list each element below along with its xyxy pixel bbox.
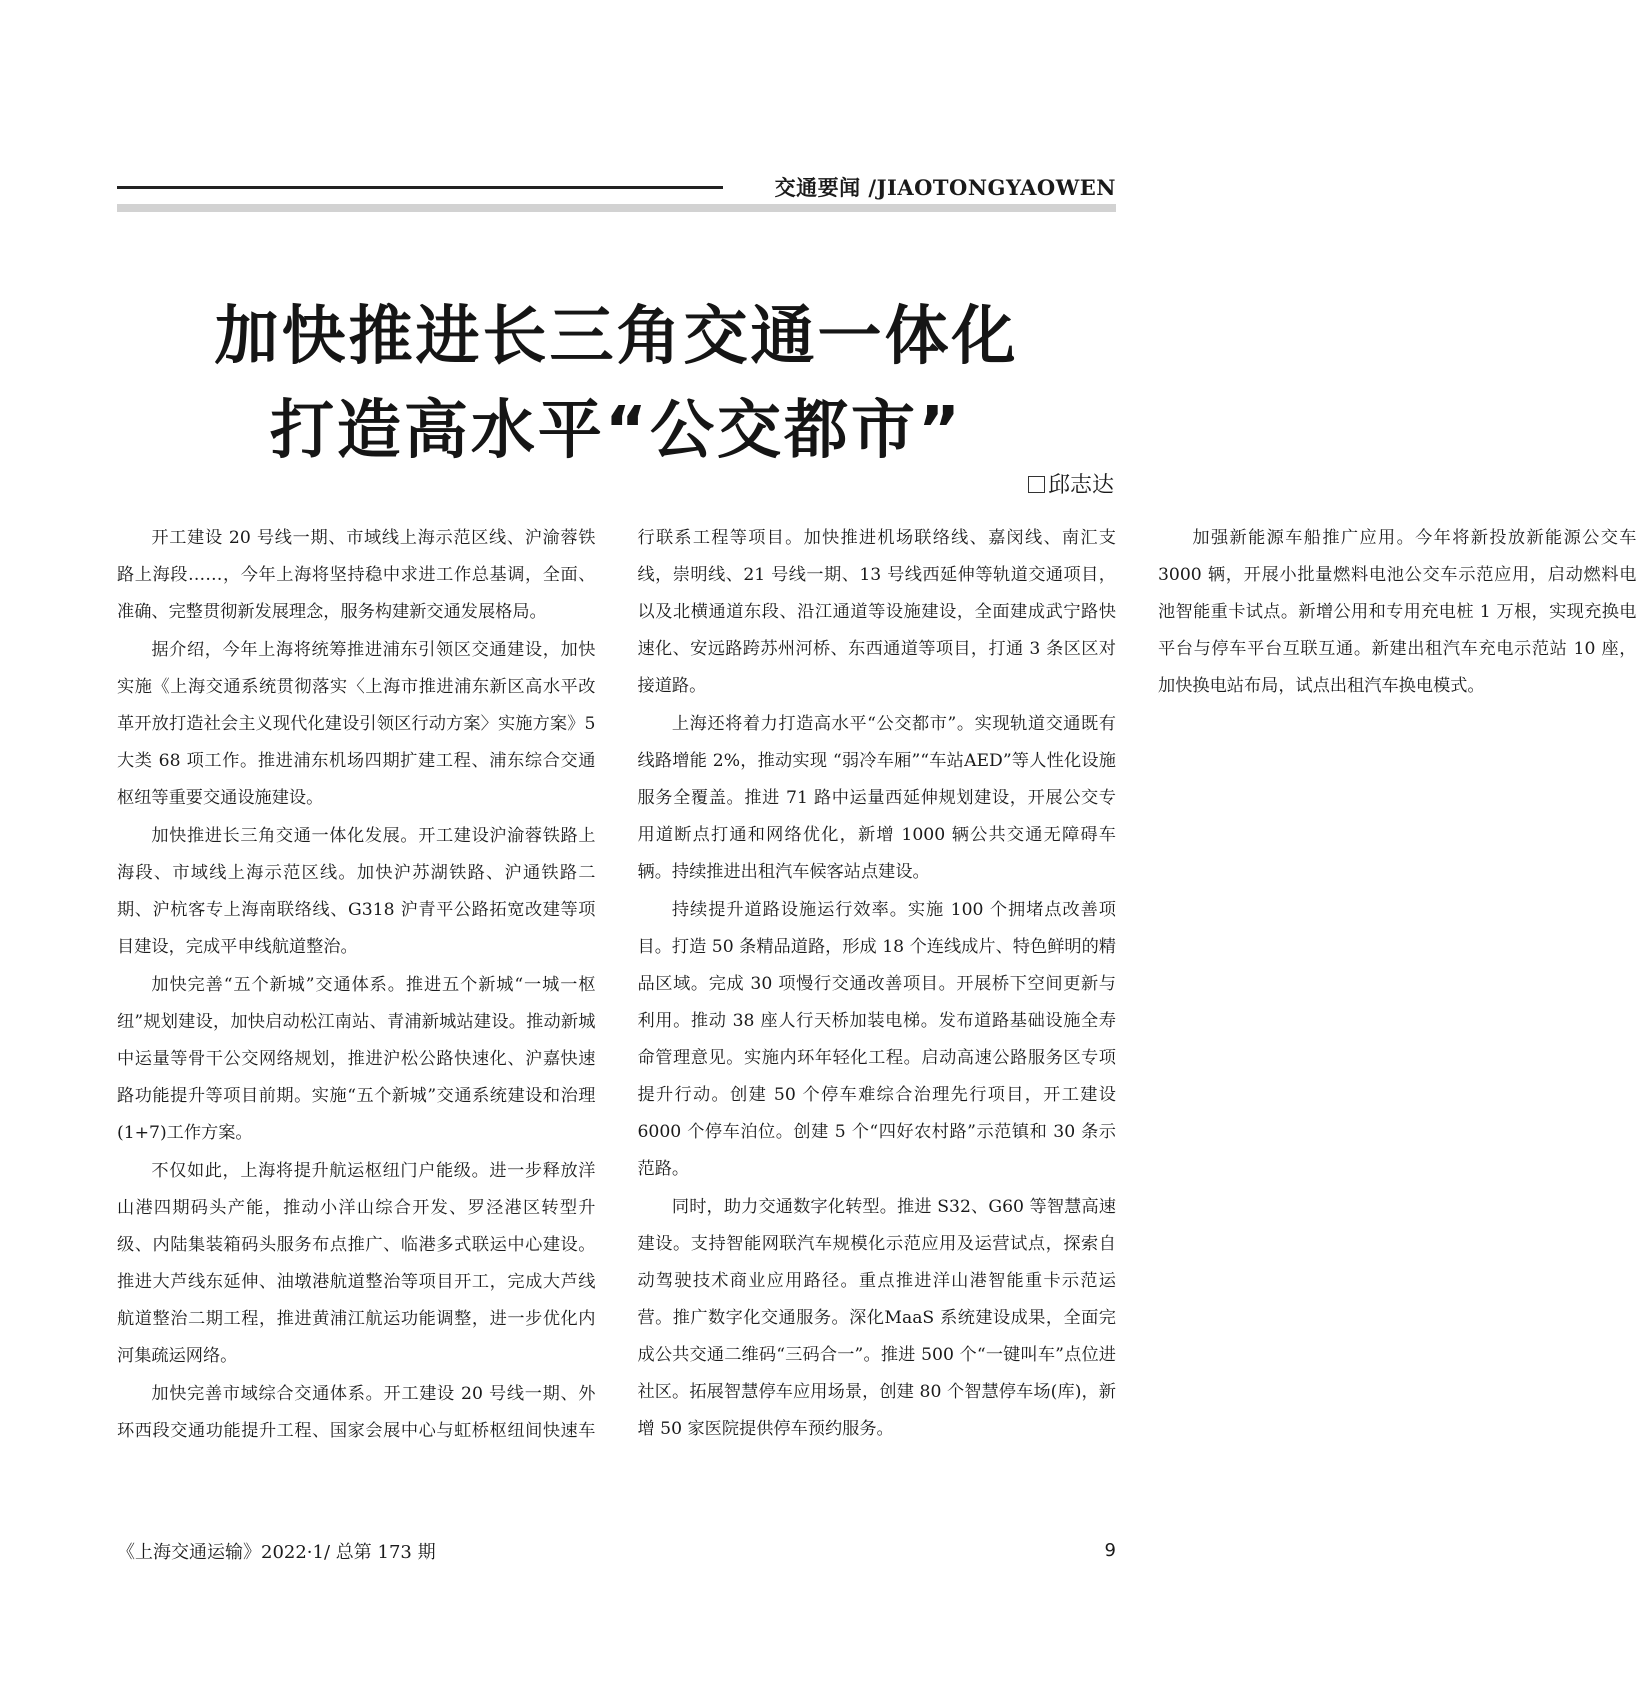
paragraph: 不仅如此，上海将提升航运枢纽门户能级。进一步释放洋山港四期码头产能，推动小洋山综合开发、罗泾港区转型升级、内陆集装箱码头服务布点推广、临港多式联运中心建设。推进大芦线东延伸、油墩港航道整治等项目开工，完成大芦线航道整治二期工程，推进黄浦江航运功能调整，进一步优化内河集疏运网络。	[117, 1161, 596, 1366]
article-title	[117, 290, 1116, 478]
journal-footer: 《上海交通运输》2022·1/ 总第 173 期	[117, 1542, 436, 1563]
title-line-2: 打造高水平“公交都市”	[269, 394, 964, 468]
paragraph: 加快完善“五个新城”交通体系。推进五个新城“一城一枢纽”规划建设，加快启动松江南站、青浦新城站建设。推动新城中运量等骨干公交网络规划，推进沪松公路快速化、沪嘉快速路功能提升等项目前期。实施“五个新城”交通系统建设和治理(1+7)工作方案。	[117, 975, 596, 1143]
author-box-icon	[1028, 476, 1045, 493]
page-number: 9	[1104, 1540, 1116, 1561]
paragraph: 持续提升道路设施运行效率。实施 100 个拥堵点改善项目。打造 50 条精品道路，形成 18 个连线成片、特色鲜明的精品区域。完成 30 项慢行交通改善项目。开展桥下空间更新与利用。推动 38 座人行天桥加装电梯。发布道路基础设施全寿命管理意见。实施内环年轻化工程。启动高速公路服务区专项提升行动。创建 50 个停车难综合治理先行项目，开工建设 6000 个停车泊位。创建 5 个“四好农村路”示范镇和 30 条示范路。	[637, 900, 1116, 1179]
section-header	[117, 172, 1116, 212]
paragraph: 加快推进长三角交通一体化发展。开工建设沪渝蓉铁路上海段、市域线上海示范区线。加快沪苏湖铁路、沪通铁路二期、沪杭客专上海南联络线、G318 沪青平公路拓宽改建等项目建设，完成平申线航道整治。	[117, 826, 596, 957]
title-line-1: 加快推进长三角交通一体化	[214, 300, 1019, 374]
section-label: 交通要闻 /JIAOTONGYAOWEN	[774, 175, 1116, 200]
paragraph: 据介绍，今年上海将统筹推进浦东引领区交通建设，加快实施《上海交通系统贯彻落实〈上海市推进浦东新区高水平改革开放打造社会主义现代化建设引领区行动方案〉实施方案》5 大类 68 项工作。推进浦东机场四期扩建工程、浦东综合交通枢纽等重要交通设施建设。	[117, 640, 596, 808]
header-grey-bar	[117, 204, 1116, 212]
header-rule	[117, 186, 723, 189]
paragraph: 开工建设 20 号线一期、市域线上海示范区线、沪渝蓉铁路上海段……，今年上海将坚持稳中求进工作总基调，全面、准确、完整贯彻新发展理念，服务构建新交通发展格局。	[117, 528, 596, 622]
paragraph: 同时，助力交通数字化转型。推进 S32、G60 等智慧高速建设。支持智能网联汽车规模化示范应用及运营试点，探索自动驾驶技术商业应用路径。重点推进洋山港智能重卡示范运营。推广数字化交通服务。深化MaaS 系统建设成果，全面完成公共交通二维码“三码合一”。推进 500 个“一键叫车”点位进社区。拓展智慧停车应用场景，创建 80 个智慧停车场(库)，新增 50 家医院提供停车预约服务。	[637, 1197, 1116, 1439]
article-body	[117, 520, 1637, 1480]
paragraph: 加快完善市域综合交通体系。开工建设 20 号线一期、外环西段交通功能提升工程、国家会展中心与虹桥枢纽间快速车行联系工程等项目。加快推进机场联络线、嘉闵线、南汇支线，崇明线、21 号线一期、13 号线西延伸等轨道交通项目，以及北横通道东段、沿江通道等设施建设，全面建成武宁路快速化、安远路跨苏州河桥、东西通道等项目，打通 3 条区区对接道路。	[117, 528, 1116, 1441]
author-name: 邱志达	[1047, 473, 1114, 498]
paragraph: 上海还将着力打造高水平“公交都市”。实现轨道交通既有线路增能 2%，推动实现 “弱冷车厢”“车站AED”等人性化设施服务全覆盖。推进 71 路中运量西延伸规划建设，开展公交专用道断点打通和网络优化，新增 1000 辆公共交通无障碍车辆。持续推进出租汽车候客站点建设。	[637, 714, 1116, 882]
author-byline	[840, 468, 1114, 499]
paragraph: 加强新能源车船推广应用。今年将新投放新能源公交车 3000 辆，开展小批量燃料电池公交车示范应用，启动燃料电池智能重卡试点。新增公用和专用充电桩 1 万根，实现充换电平台与停车平台互联互通。新建出租汽车充电示范站 10 座，加快换电站布局，试点出租汽车换电模式。	[1158, 528, 1637, 696]
